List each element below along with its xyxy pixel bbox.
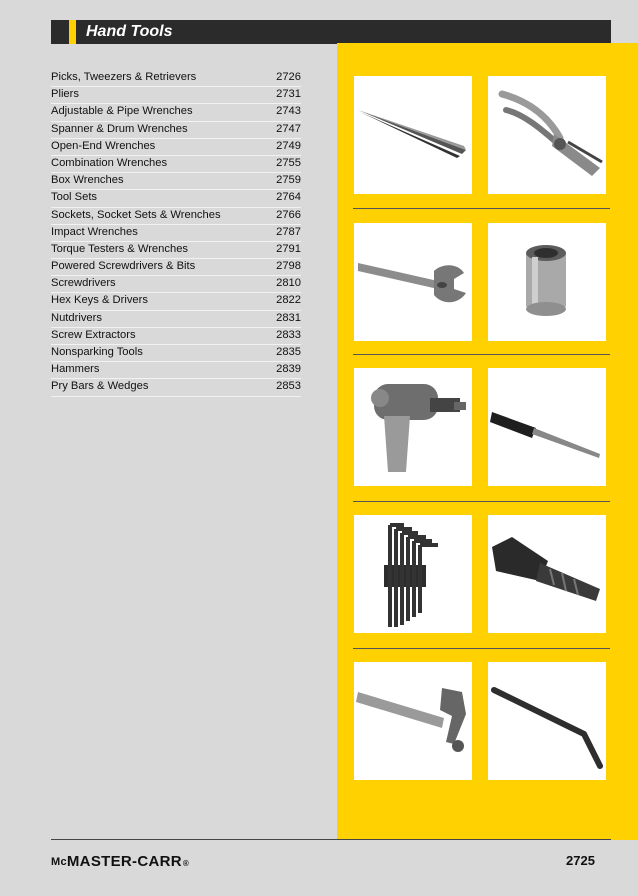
index-label: Box Wrenches [51, 174, 124, 187]
tile-hex-keys [354, 515, 472, 633]
tweezers-icon [354, 76, 472, 194]
index-label: Powered Screwdrivers & Bits [51, 260, 196, 273]
index-row [51, 87, 301, 104]
index-page: 2822 [276, 294, 301, 307]
index-label: Nonsparking Tools [51, 346, 143, 358]
index-row [51, 259, 301, 276]
separator [353, 501, 610, 502]
section-header [51, 20, 611, 44]
index-row [51, 362, 301, 379]
index-label: Picks, Tweezers & Retrievers [51, 71, 197, 83]
index-row [51, 242, 301, 259]
index-label: Combination Wrenches [51, 156, 168, 169]
index-page: 2759 [276, 174, 301, 187]
index-page: 2791 [276, 242, 301, 255]
index-label: Spanner & Drum Wrenches [51, 122, 188, 135]
index-page: 2831 [276, 311, 301, 324]
index-row [51, 173, 301, 190]
index-page: 2766 [276, 208, 301, 221]
index-row [51, 139, 301, 156]
index-page: 2755 [276, 156, 301, 169]
tile-pliers [488, 76, 606, 194]
footer-rule [51, 839, 611, 840]
index-row [51, 276, 301, 293]
index-row [51, 293, 301, 310]
index-label: Tool Sets [51, 191, 98, 204]
index-label: Pliers [51, 88, 79, 101]
index-row [51, 328, 301, 345]
index-page: 2726 [276, 71, 301, 83]
pry-bar-icon [488, 662, 606, 780]
index-row [51, 208, 301, 225]
index-row [51, 345, 301, 362]
index-label: Nutdrivers [51, 311, 102, 324]
index-row [51, 190, 301, 207]
adjustable-wrench-icon [354, 223, 472, 341]
index-page: 2810 [276, 277, 301, 290]
index-page: 2835 [276, 346, 301, 358]
brand-logo: McMASTER-CARR® [51, 853, 190, 870]
index-row [51, 379, 301, 396]
tile-adjustable-wrench [354, 223, 472, 341]
tile-socket [488, 223, 606, 341]
index-row [51, 104, 301, 121]
index-row [51, 156, 301, 173]
separator [353, 208, 610, 209]
tile-screwdriver [488, 368, 606, 486]
index-page: 2839 [276, 363, 301, 376]
index-page: 2798 [276, 260, 301, 273]
index-label: Impact Wrenches [51, 225, 138, 238]
tile-pry-bar [488, 662, 606, 780]
index-label: Screw Extractors [51, 328, 136, 341]
socket-icon [488, 223, 606, 341]
index-page: 2833 [276, 328, 301, 341]
index-label: Pry Bars & Wedges [51, 380, 149, 393]
index-label: Hex Keys & Drivers [51, 294, 148, 307]
index-page: 2731 [276, 88, 301, 101]
page-number: 2725 [566, 853, 595, 868]
index-page: 2853 [276, 380, 301, 393]
pliers-icon [488, 76, 606, 194]
impact-wrench-icon [354, 368, 472, 486]
index-label: Sockets, Socket Sets & Wrenches [51, 208, 221, 221]
index-row [51, 225, 301, 242]
index-row [51, 70, 301, 87]
index-page: 2787 [276, 225, 301, 238]
index-page: 2743 [276, 105, 301, 118]
tile-tweezers [354, 76, 472, 194]
index-page: 2747 [276, 122, 301, 135]
hammer-icon [354, 662, 472, 780]
index-list [51, 70, 301, 397]
section-title: Hand Tools [86, 23, 173, 40]
index-label: Hammers [51, 363, 100, 376]
index-label: Adjustable & Pipe Wrenches [51, 105, 193, 118]
index-label: Screwdrivers [51, 277, 116, 290]
index-row [51, 311, 301, 328]
tile-impact-wrench [354, 368, 472, 486]
index-page: 2749 [276, 139, 301, 152]
index-row [51, 122, 301, 139]
header-accent [69, 20, 76, 44]
separator [353, 354, 610, 355]
screwdriver-icon [488, 368, 606, 486]
tile-screw-extractor [488, 515, 606, 633]
screw-extractor-icon [488, 515, 606, 633]
index-label: Open-End Wrenches [51, 139, 156, 152]
index-page: 2764 [276, 191, 301, 204]
index-label: Torque Testers & Wrenches [51, 242, 189, 255]
tile-hammer [354, 662, 472, 780]
hex-key-set-icon [354, 515, 472, 633]
separator [353, 648, 610, 649]
